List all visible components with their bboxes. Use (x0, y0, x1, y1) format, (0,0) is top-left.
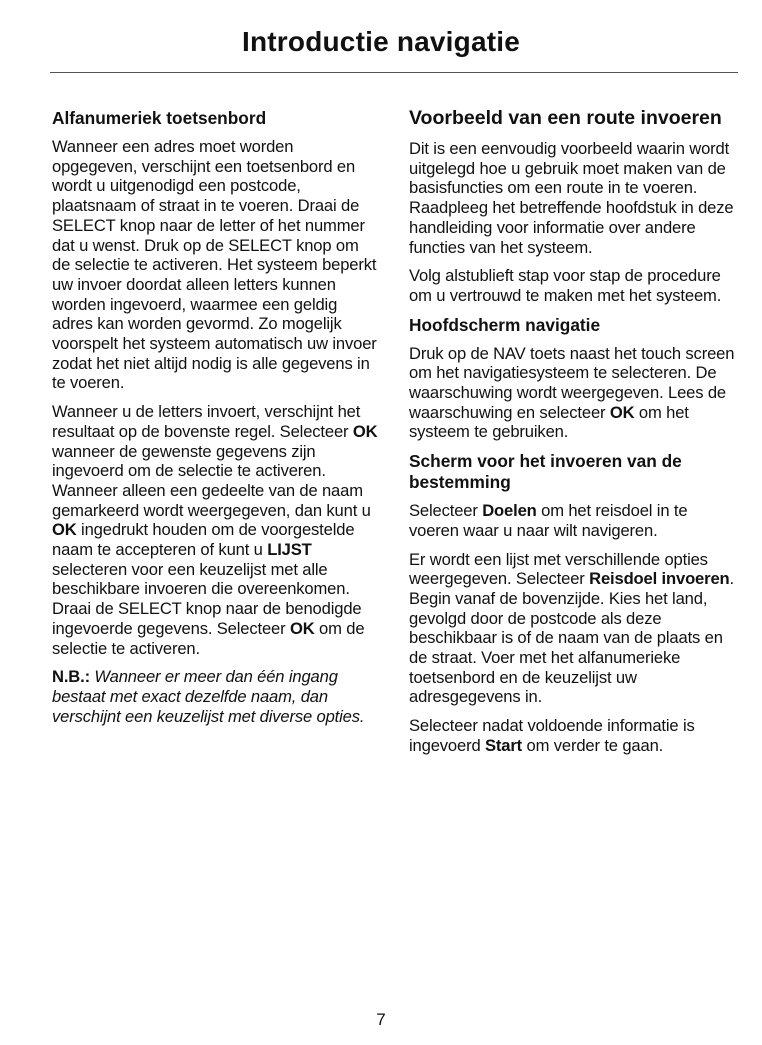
reisdoel-keyword: Reisdoel invoeren (589, 569, 730, 589)
note-label: N.B.: (52, 667, 90, 687)
text-run: Selecteer (409, 501, 483, 521)
text-run: Wanneer u de letters invoert, verschijnt het resultaat op de bovenste regel. Selecteer (52, 402, 361, 441)
text-run: Er wordt een lijst met verschillende opties weergegeven. Selecteer (409, 549, 708, 589)
left-column (52, 108, 380, 735)
paragraph-start (409, 716, 736, 755)
paragraph-select-doelen (409, 501, 736, 540)
text-run: om het systeem te gebruiken. (409, 402, 689, 442)
text-run: om het reisdoel in te voeren waar u naar wilt navigeren. (409, 501, 688, 540)
text-run: wanneer de gewenste gegevens zijn ingevoerd om de selectie te activeren. Wanneer alleen een gedeelte van de naam gemarkeerd wordt weergegeven, dan kunt u (52, 441, 371, 520)
text-run: ingedrukt houden om de voorgestelde naam te accepteren of kunt u (52, 520, 355, 560)
section-heading-route-example: Voorbeeld van een route invoeren (409, 107, 722, 129)
paragraph-main-screen (409, 344, 736, 443)
paragraph-route-intro: Dit is een eenvoudig voorbeeld waarin wordt uitgelegd hoe u gebruik moet maken van de basisfuncties om een route in te voeren. Raadpleeg het betreffende hoofdstuk in deze handleiding voor informatie over andere functies van het systeem. (409, 139, 734, 257)
page-number: 7 (376, 1010, 386, 1029)
text-run: Druk op de NAV toets naast het touch screen om het navigatiesysteem te selecteren. De waarschuwing wordt weergegeven. Lees de waarschuwing en selecteer (409, 343, 735, 422)
section-heading-main-screen: Hoofdscherm navigatie (409, 314, 601, 335)
page-title: Introductie navigatie (241, 26, 521, 57)
section-heading-destination-screen: Scherm voor het invoeren van de bestemming (409, 451, 682, 493)
text-run: Selecteer nadat voldoende informatie is ingevoerd (409, 716, 695, 755)
note-paragraph (52, 667, 380, 726)
paragraph-keyboard-entry (52, 402, 380, 658)
text-run: om verder te gaan. (522, 735, 664, 755)
text-run: . Begin vanaf de bovenzijde. Kies het land, gevolgd door de postcode als deze beschikbaar is of de naam van de plaats en de straat. Voer met het alfanumerieke toetsenbord en de keuzelijst uw adresgegevens in. (409, 569, 734, 707)
ok-keyword: OK (609, 402, 635, 422)
doelen-keyword: Doelen (482, 501, 537, 521)
ok-keyword: OK (52, 520, 77, 540)
ok-keyword: OK (289, 618, 315, 638)
paragraph-keyboard-intro: Wanneer een adres moet worden opgegeven, verschijnt een toetsenbord en wordt u uitgenodigd een postcode, plaatsnaam of straat in te voeren. Draai de SELECT knop naar de letter of het nummer dat u wenst. Druk op de SELECT knop om de selectie te activeren. Het systeem beperkt uw invoer doordat alleen letters kunnen worden ingevoerd, waarmee een geldig adres kan worden gevormd. Zo mogelijk voorspelt het systeem automatisch uw invoer zodat het niet altijd nodig is alle gegevens in te voeren. (52, 137, 377, 393)
section-heading-keyboard: Alfanumeriek toetsenbord (52, 108, 267, 128)
right-column (409, 108, 736, 765)
title-divider (50, 72, 738, 73)
text-run: om de selectie te activeren. (52, 618, 365, 658)
note-text: Wanneer er meer dan één ingang bestaat met exact dezelfde naam, dan verschijnt een keuzelijst met diverse opties. (52, 667, 365, 726)
lijst-keyword: LIJST (267, 540, 312, 560)
start-keyword: Start (485, 735, 523, 755)
text-run: selecteren voor een keuzelijst met alle beschikbare invoeren die overeenkomen. Draai de SELECT knop naar de benodigde ingevoerde gegevens. Selecteer (52, 559, 362, 638)
ok-keyword: OK (352, 421, 378, 441)
paragraph-route-steps: Volg alstublieft stap voor stap de procedure om u vertrouwd te maken met het systeem. (409, 266, 722, 305)
paragraph-options-list (409, 550, 736, 708)
